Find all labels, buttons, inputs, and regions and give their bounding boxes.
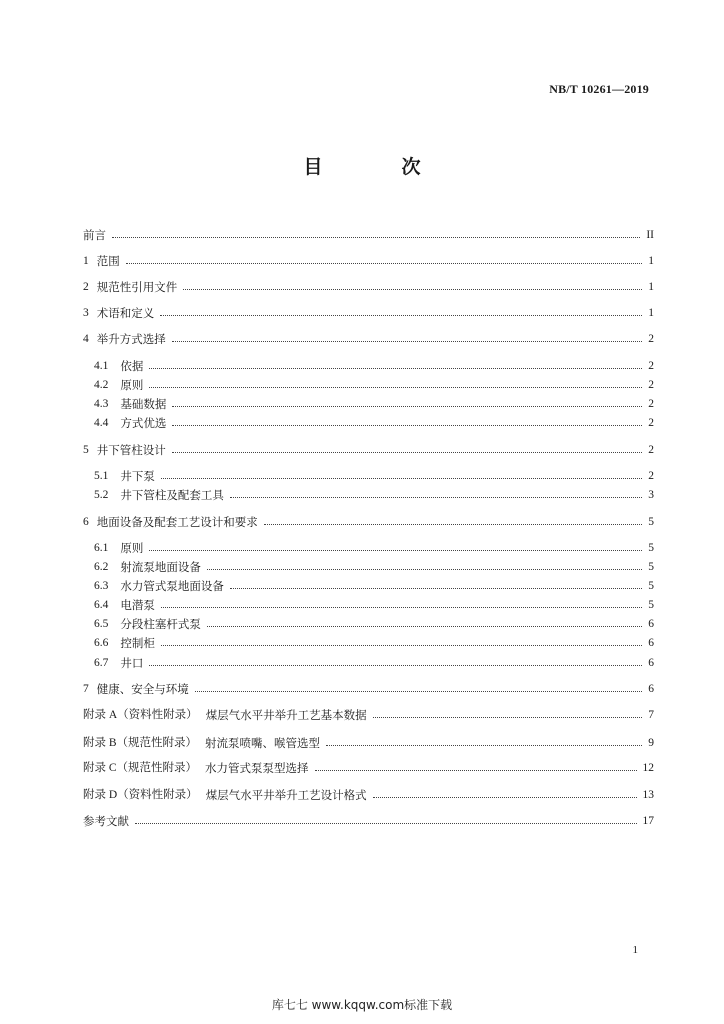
toc-dot-leader <box>183 289 642 290</box>
toc-entry[interactable] <box>94 630 654 650</box>
toc-entry-page: II <box>646 229 654 241</box>
toc-dot-leader <box>149 665 642 666</box>
toc-entry-title: 基础数据 <box>120 397 167 411</box>
toc-entry[interactable] <box>83 702 654 722</box>
toc-entry-number: 7 <box>83 683 89 695</box>
page-title: 目 次 <box>303 156 451 178</box>
toc-entry[interactable] <box>94 611 654 631</box>
toc-entry-title: 前言 <box>83 228 106 242</box>
toc-entry-page: 6 <box>648 618 654 630</box>
toc-entry-number: 附录 D（资料性附录） <box>83 789 198 801</box>
toc-entry-number: 5.2 <box>94 489 109 501</box>
toc-entry-number: 附录 C（规范性附录） <box>83 762 198 774</box>
toc-entry-title: 井下管柱及配套工具 <box>120 488 224 502</box>
toc-entry-title: 举升方式选择 <box>96 332 166 346</box>
toc-entry[interactable] <box>94 650 654 670</box>
toc-entry-number: 6.3 <box>94 580 109 592</box>
toc-entry-page: 2 <box>648 333 654 345</box>
toc-entry-page: 3 <box>648 489 654 501</box>
toc-dot-leader <box>373 717 643 718</box>
standard-code: NB/T 10261—2019 <box>549 82 649 96</box>
toc-entry-number: 附录 B（规范性附录） <box>83 737 198 749</box>
toc-entry-title: 健康、安全与环境 <box>96 682 189 696</box>
toc-entry-number: 附录 A（资料性附录） <box>83 709 198 721</box>
toc-entry-title: 原则 <box>120 541 144 555</box>
toc-dot-leader <box>172 341 643 342</box>
toc-entry-title: 煤层气水平井举升工艺设计格式 <box>205 788 367 802</box>
toc-entry-page: 2 <box>648 398 654 410</box>
toc-entry-page: 6 <box>648 657 654 669</box>
toc-entry-page: 2 <box>648 417 654 429</box>
toc-entry-title: 井下管柱设计 <box>96 443 166 457</box>
toc-entry-title: 地面设备及配套工艺设计和要求 <box>96 515 258 529</box>
toc-entry-page: 6 <box>648 637 654 649</box>
toc-dot-leader <box>161 478 642 479</box>
toc-dot-leader <box>230 497 642 498</box>
toc-entry[interactable] <box>94 573 654 593</box>
toc-entry-page: 12 <box>642 762 654 774</box>
toc-dot-leader <box>264 524 643 525</box>
toc-entry-title: 范围 <box>96 254 120 268</box>
toc-entry-number: 2 <box>83 281 89 293</box>
toc-entry[interactable] <box>94 535 654 555</box>
toc-entry-title: 煤层气水平井举升工艺基本数据 <box>205 708 367 722</box>
toc-entry[interactable] <box>83 808 654 828</box>
toc-entry[interactable] <box>94 410 654 430</box>
toc-entry-title: 水力管式泵地面设备 <box>120 579 224 593</box>
toc-entry-page: 1 <box>648 255 654 267</box>
toc-entry-title: 依据 <box>120 359 144 373</box>
toc-entry-page: 2 <box>648 444 654 456</box>
toc-dot-leader <box>149 550 642 551</box>
page-number: 1 <box>632 944 638 956</box>
toc-entry-title: 分段柱塞杆式泵 <box>120 617 201 631</box>
toc-entry-title: 方式优选 <box>120 416 167 430</box>
toc-entry-number: 6.5 <box>94 618 109 630</box>
toc-entry[interactable] <box>94 372 654 392</box>
toc-entry-number: 1 <box>83 255 89 267</box>
toc-entry[interactable] <box>83 274 654 294</box>
toc-entry-number: 4 <box>83 333 89 345</box>
toc-entry-title: 射流泵喷嘴、喉管选型 <box>205 736 321 750</box>
toc-entry-page: 5 <box>648 561 654 573</box>
toc-entry-title: 原则 <box>120 378 144 392</box>
toc-entry[interactable] <box>83 730 654 750</box>
toc-dot-leader <box>230 588 642 589</box>
footer-watermark: 库七七 www.kqqw.com标准下载 <box>271 998 453 1012</box>
toc-entry-page: 6 <box>648 683 654 695</box>
toc-entry-number: 6.1 <box>94 542 109 554</box>
toc-dot-leader <box>126 263 643 264</box>
toc-entry[interactable] <box>83 676 654 696</box>
toc-entry-number: 4.1 <box>94 360 109 372</box>
toc-entry-number: 4.4 <box>94 417 109 429</box>
toc-entry-number: 5 <box>83 444 89 456</box>
toc-entry[interactable] <box>94 482 654 502</box>
toc-entry-number: 6.6 <box>94 637 109 649</box>
toc-entry-page: 5 <box>648 599 654 611</box>
toc-entry-title: 规范性引用文件 <box>96 280 178 294</box>
toc-entry-page: 2 <box>648 379 654 391</box>
toc-entry-page: 5 <box>648 542 654 554</box>
toc-entry-number: 3 <box>83 307 89 319</box>
toc-entry[interactable] <box>94 391 654 411</box>
toc-entry-page: 1 <box>648 307 654 319</box>
toc-dot-leader <box>149 368 642 369</box>
toc-entry-title: 控制柜 <box>120 636 155 650</box>
toc-entry-title: 水力管式泵泵型选择 <box>205 761 309 775</box>
toc-entry-number: 4.3 <box>94 398 109 410</box>
toc-entry-title: 电潜泵 <box>120 598 155 612</box>
toc-entry-page: 1 <box>648 281 654 293</box>
toc-entry-page: 7 <box>648 709 654 721</box>
toc-dot-leader <box>149 387 642 388</box>
toc-entry[interactable] <box>83 755 654 775</box>
toc-entry-number: 6 <box>83 516 89 528</box>
toc-dot-leader <box>112 237 640 238</box>
toc-dot-leader <box>373 797 637 798</box>
toc-dot-leader <box>135 823 637 824</box>
toc-entry[interactable] <box>94 463 654 483</box>
toc-entry[interactable] <box>94 554 654 574</box>
toc-entry-page: 2 <box>648 470 654 482</box>
toc-dot-leader <box>172 452 643 453</box>
toc-entry-title: 术语和定义 <box>96 306 155 320</box>
toc-entry-title: 射流泵地面设备 <box>120 560 201 574</box>
toc-entry-page: 9 <box>648 737 654 749</box>
toc-entry[interactable] <box>83 326 654 346</box>
toc-dot-leader <box>161 645 642 646</box>
toc-entry-title: 井下泵 <box>120 469 155 483</box>
toc-dot-leader <box>160 315 642 316</box>
toc-entry[interactable] <box>83 437 654 457</box>
toc-entry-number: 6.2 <box>94 561 109 573</box>
toc-entry[interactable] <box>94 592 654 612</box>
toc-entry-title: 井口 <box>120 656 144 670</box>
toc-entry-number: 5.1 <box>94 470 109 482</box>
toc-dot-leader <box>315 770 637 771</box>
toc-entry[interactable] <box>83 300 654 320</box>
toc-dot-leader <box>172 406 642 407</box>
toc-entry[interactable] <box>94 353 654 373</box>
toc-entry[interactable] <box>83 222 654 242</box>
toc-entry-page: 17 <box>642 815 654 827</box>
toc-entry[interactable] <box>83 248 654 268</box>
toc-dot-leader <box>207 626 642 627</box>
toc-entry[interactable] <box>83 782 654 802</box>
toc-entry-page: 5 <box>648 580 654 592</box>
toc-entry-number: 4.2 <box>94 379 109 391</box>
toc-dot-leader <box>161 607 642 608</box>
toc-entry-page: 5 <box>648 516 654 528</box>
toc-entry-page: 2 <box>648 360 654 372</box>
toc-entry-page: 13 <box>642 789 654 801</box>
toc-entry-number: 6.7 <box>94 657 109 669</box>
toc-dot-leader <box>207 569 642 570</box>
toc-dot-leader <box>172 425 642 426</box>
toc-dot-leader <box>195 691 643 692</box>
toc-entry-title: 参考文献 <box>83 814 129 828</box>
toc-dot-leader <box>326 745 642 746</box>
toc-entry[interactable] <box>83 509 654 529</box>
toc-entry-number: 6.4 <box>94 599 109 611</box>
